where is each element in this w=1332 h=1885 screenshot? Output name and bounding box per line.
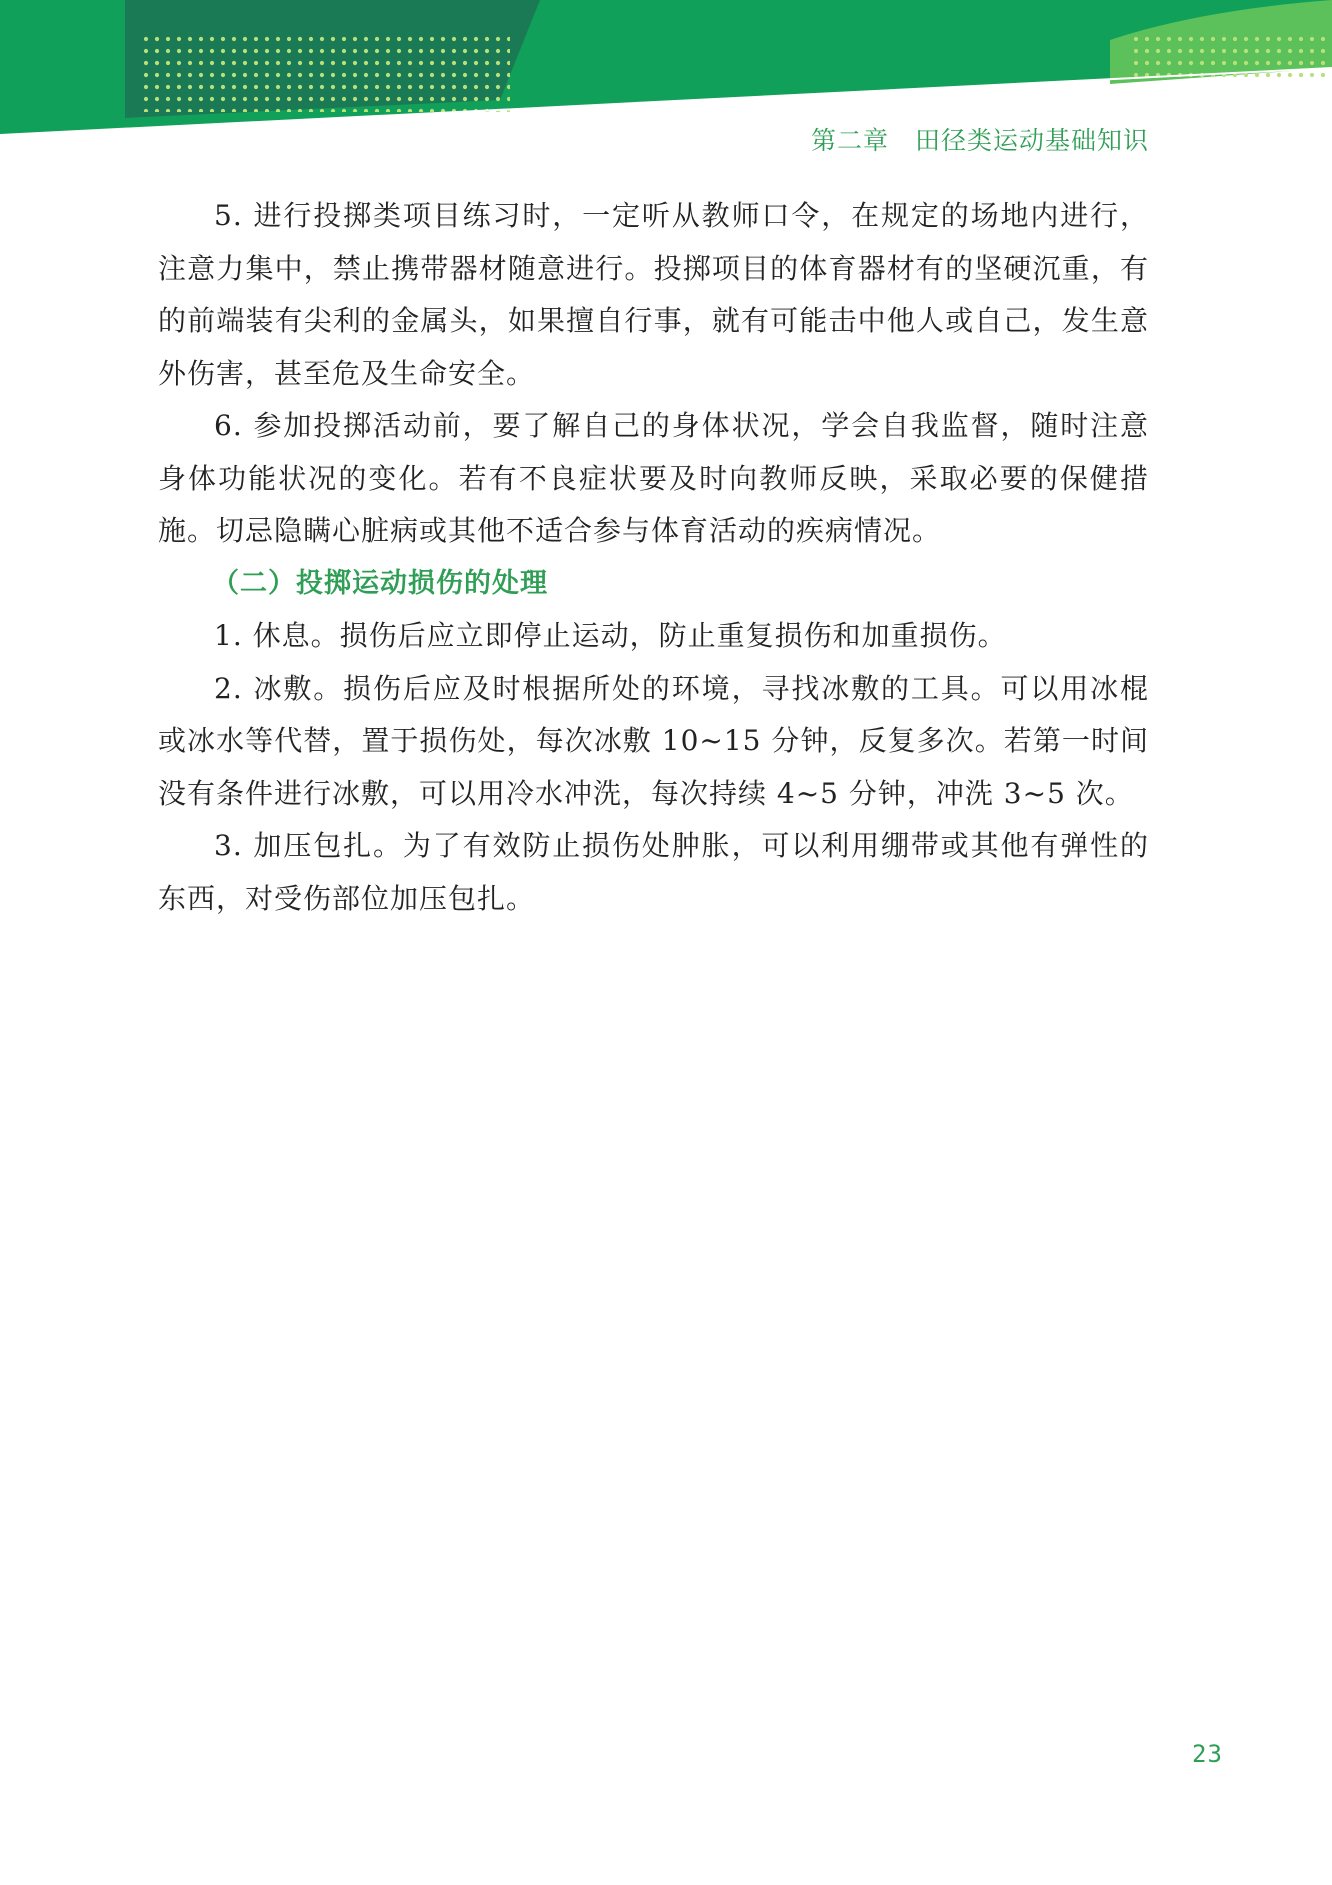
chapter-header — [811, 121, 1149, 157]
paragraph: 5. 进行投掷类项目练习时，一定听从教师口令，在规定的场地内进行，注意力集中，禁止携带器材随意进行。投掷项目的体育器材有的坚硬沉重，有的前端装有尖利的金属头，如果擅自行事，就有可能击中他人或自己，发生意外伤害，甚至危及生命安全。 — [158, 199, 1149, 390]
banner-graphic — [0, 0, 1332, 135]
paragraph: 3. 加压包扎。为了有效防止损伤处肿胀，可以利用绷带或其他有弹性的东西，对受伤部位加压包扎。 — [158, 829, 1149, 915]
header-banner — [0, 0, 1332, 135]
chapter-number: 第二章 — [810, 126, 889, 155]
page-content — [158, 190, 1149, 925]
paragraph: 6. 参加投掷活动前，要了解自己的身体状况，学会自我监督，随时注意身体功能状况的变化。若有不良症状要及时向教师反映，采取必要的保健措施。切忌隐瞒心脏病或其他不适合参与体育活动的疾病情况。 — [158, 409, 1149, 547]
paragraph: 1. 休息。损伤后应立即停止运动，防止重复损伤和加重损伤。 — [214, 619, 1007, 652]
section-heading: （二）投掷运动损伤的处理 — [212, 567, 548, 599]
page-number: 23 — [1192, 1740, 1223, 1768]
paragraph: 2. 冰敷。损伤后应及时根据所处的环境，寻找冰敷的工具。可以用冰棍或冰水等代替，置于损伤处，每次冰敷 10~15 分钟，反复多次。若第一时间没有条件进行冰敷，可以用冷水冲洗，每次持续 4~5 分钟，冲洗 3~5 次。 — [158, 671, 1149, 810]
chapter-title: 田径类运动基础知识 — [914, 126, 1149, 155]
